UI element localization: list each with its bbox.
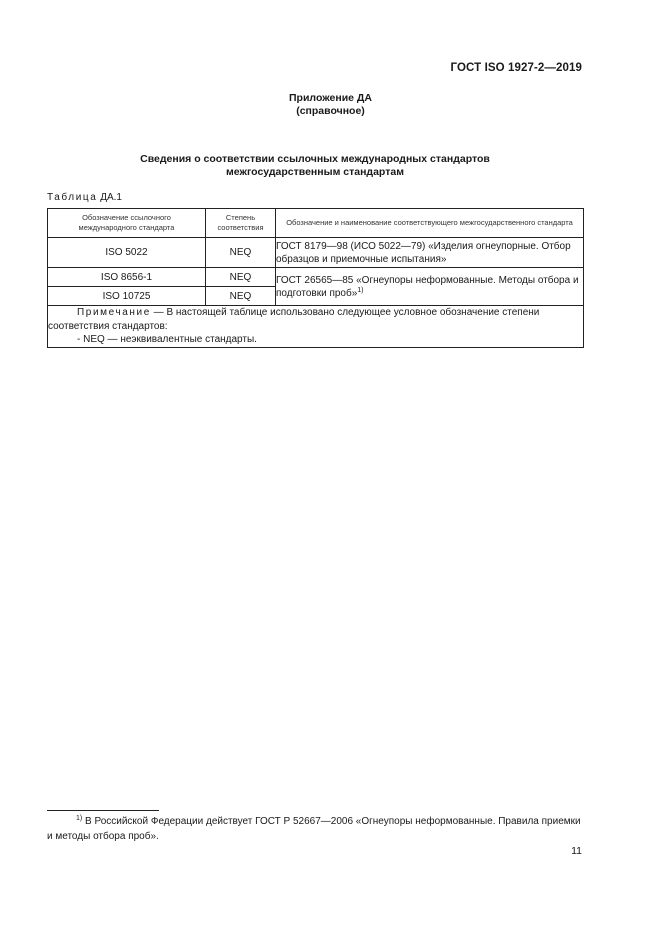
cell-degree: NEQ (206, 238, 276, 268)
annex-title: Приложение ДА (289, 92, 372, 104)
table-row (48, 268, 584, 287)
table-note (48, 306, 584, 348)
document-code: ГОСТ ISO 1927-2—2019 (450, 62, 582, 74)
cell-reference: ISO 8656-1 (48, 268, 206, 287)
note-text: — В настоящей таблице использовано следующее условное обозначение степени соответствия стандартов: (48, 307, 540, 332)
footnote-mark: 1) (76, 815, 83, 822)
section-title (0, 153, 630, 179)
section-title-line1: Сведения о соответствии ссылочных международных стандартов (140, 153, 490, 165)
cell-standard-text: ГОСТ 26565—85 «Огнеупоры неформованные. Методы отбора и подготовки проб» (276, 274, 579, 299)
section-title-line2: межгосударственным стандартам (226, 166, 404, 178)
table-header-row (48, 209, 584, 238)
cell-degree: NEQ (206, 287, 276, 306)
standards-table (47, 208, 584, 348)
table-caption-word: Таблица (47, 192, 98, 203)
header-degree: Степень соответствия (206, 209, 276, 238)
cell-degree: NEQ (206, 268, 276, 287)
note-label: Примечание (77, 307, 151, 318)
table-caption-number: ДА.1 (100, 192, 122, 203)
footnote-divider (47, 810, 159, 811)
cell-standard: ГОСТ 8179—98 (ИСО 5022—79) «Изделия огнеупорные. Отбор образцов и приемочные испытания» (276, 238, 584, 268)
annex-subtitle: (справочное) (296, 105, 365, 117)
footnote-text: В Российской Федерации действует ГОСТ Р 52667—2006 «Огнеупоры неформованные. Правила приемки и методы отбора проб». (47, 816, 581, 842)
table-note-row (48, 306, 584, 348)
note-paragraph (48, 306, 583, 333)
cell-standard (276, 268, 584, 306)
cell-reference: ISO 5022 (48, 238, 206, 268)
note-item: - NEQ — неэквивалентные стандарты. (77, 334, 257, 345)
header-reference-standard: Обозначение ссылочного международного стандарта (48, 209, 206, 238)
header-interstate-standard: Обозначение и наименование соответствующего межгосударственного стандарта (276, 209, 584, 238)
table-row (48, 238, 584, 268)
footnote (47, 815, 587, 844)
page-number: 11 (571, 845, 582, 857)
table-caption (47, 192, 122, 203)
annex-heading (0, 92, 661, 118)
footnote-reference: 1) (357, 286, 364, 294)
cell-reference: ISO 10725 (48, 287, 206, 306)
